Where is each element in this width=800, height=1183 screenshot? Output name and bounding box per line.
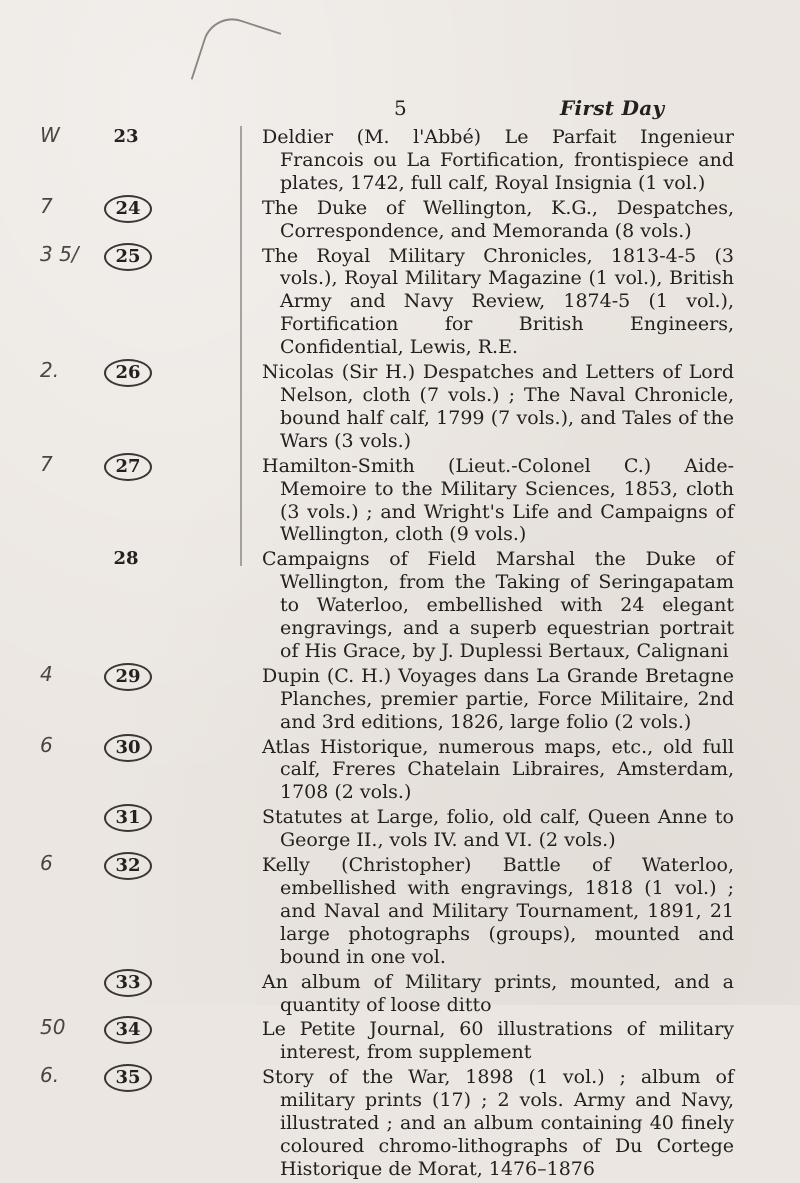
lot-entry bbox=[0, 851, 800, 969]
lot-entry bbox=[0, 661, 800, 734]
lot-entry bbox=[0, 548, 800, 663]
lot-entry bbox=[0, 358, 800, 453]
lot-description: An album of Military prints, mounted, and a quantity of loose ditto bbox=[262, 970, 734, 1016]
lot-number: 25 bbox=[104, 243, 152, 271]
running-title: First Day bbox=[560, 96, 665, 120]
lot-number: 30 bbox=[104, 734, 152, 762]
lot-number: 35 bbox=[104, 1064, 152, 1092]
lot-description: Statutes at Large, folio, old calf, Queen Anne to George II., vols IV. and VI. (2 vols.) bbox=[262, 806, 734, 852]
lot-entry bbox=[0, 1015, 800, 1064]
lot-entry bbox=[0, 241, 800, 360]
lot-number: 27 bbox=[104, 453, 152, 481]
lot-description: Story of the War, 1898 (1 vol.) ; album of military prints (17) ; 2 vols. Army and Navy, illustrated ; and an album containing 40 finely coloured chromo-lithographs of Du Cortege Historique de Morat, 1476–1876 bbox=[262, 1066, 734, 1180]
lot-number: 33 bbox=[104, 969, 152, 997]
lot-description: The Royal Military Chronicles, 1813-4-5 (3 vols.), Royal Military Magazine (1 vol.), British Army and Navy Review, 1874-5 (1 vol.), Fortification for British Engineers, Confidential, Lewis, R.E. bbox=[262, 244, 734, 359]
lot-description: Nicolas (Sir H.) Despatches and Letters of Lord Nelson, cloth (7 vols.) ; The Naval Chronicle, bound half calf, 1799 (7 vols.), and Tales of the Wars (3 vols.) bbox=[262, 361, 734, 452]
handwritten-price-mark: 50 bbox=[40, 1015, 66, 1040]
lot-entry bbox=[0, 806, 800, 852]
handwritten-price-mark: W bbox=[40, 123, 60, 147]
lot-number: 28 bbox=[113, 548, 139, 570]
page-number: 5 bbox=[394, 96, 407, 120]
lot-number: 29 bbox=[104, 663, 152, 691]
handwritten-price-mark: 2. bbox=[40, 358, 60, 383]
lot-description: Hamilton-Smith (Lieut.-Colonel C.) Aide-Memoire to the Military Sciences, 1853, cloth (3 vols.) ; and Wright's Life and Campaigns of Wellington, cloth (9 vols.) bbox=[262, 454, 734, 546]
handwritten-price-mark: 7 bbox=[40, 451, 53, 476]
handwritten-price-mark: 6. bbox=[40, 1063, 60, 1088]
handwritten-price-mark: 3 5/ bbox=[40, 241, 79, 266]
lot-list bbox=[0, 123, 800, 1183]
pencil-mark bbox=[191, 11, 282, 102]
lot-entry bbox=[0, 451, 800, 547]
lot-description: Deldier (M. l'Abbé) Le Parfait Ingenieur Francois ou La Fortification, frontispiece and plates, 1742, full calf, Royal Insignia (1 vol.) bbox=[262, 126, 734, 194]
lot-number: 24 bbox=[104, 195, 152, 223]
lot-entry bbox=[0, 1063, 800, 1181]
handwritten-price-mark: 6 bbox=[40, 732, 53, 757]
lot-description: Dupin (C. H.) Voyages dans La Grande Bretagne Planches, premier partie, Force Militaire, 2nd and 3rd editions, 1826, large folio (2 vols.) bbox=[262, 664, 734, 733]
lot-entry bbox=[0, 193, 800, 243]
handwritten-price-mark: 6 bbox=[40, 851, 53, 876]
handwritten-price-mark: 4 bbox=[40, 661, 53, 686]
lot-description: Kelly (Christopher) Battle of Waterloo, embellished with engravings, 1818 (1 vol.) ; and Naval and Military Tournament, 1891, 21 large photographs (groups), mounted and bound in one vol. bbox=[262, 854, 734, 968]
lot-number: 34 bbox=[104, 1016, 152, 1044]
lot-description: Atlas Historique, numerous maps, etc., old full calf, Freres Chatelain Libraires, Amsterdam, 1708 (2 vols.) bbox=[262, 735, 734, 804]
lot-number: 26 bbox=[104, 359, 152, 387]
page-header bbox=[0, 96, 800, 120]
lot-entry bbox=[0, 123, 800, 195]
lot-entry bbox=[0, 971, 800, 1017]
lot-number: 32 bbox=[104, 852, 152, 880]
lot-entry bbox=[0, 732, 800, 805]
lot-description: Le Petite Journal, 60 illustrations of military interest, from supplement bbox=[262, 1018, 734, 1064]
handwritten-price-mark: 7 bbox=[40, 193, 53, 218]
lot-description: Campaigns of Field Marshal the Duke of Wellington, from the Taking of Seringapatam to Waterloo, embellished with 24 elegant engravings, and a superb equestrian portrait of His Grace, by J. Duplessi Bertaux, Calignani bbox=[262, 548, 734, 662]
lot-number: 23 bbox=[113, 126, 139, 147]
lot-number: 31 bbox=[104, 804, 152, 832]
lot-description: The Duke of Wellington, K.G., Despatches, Correspondence, and Memoranda (8 vols.) bbox=[262, 196, 734, 242]
